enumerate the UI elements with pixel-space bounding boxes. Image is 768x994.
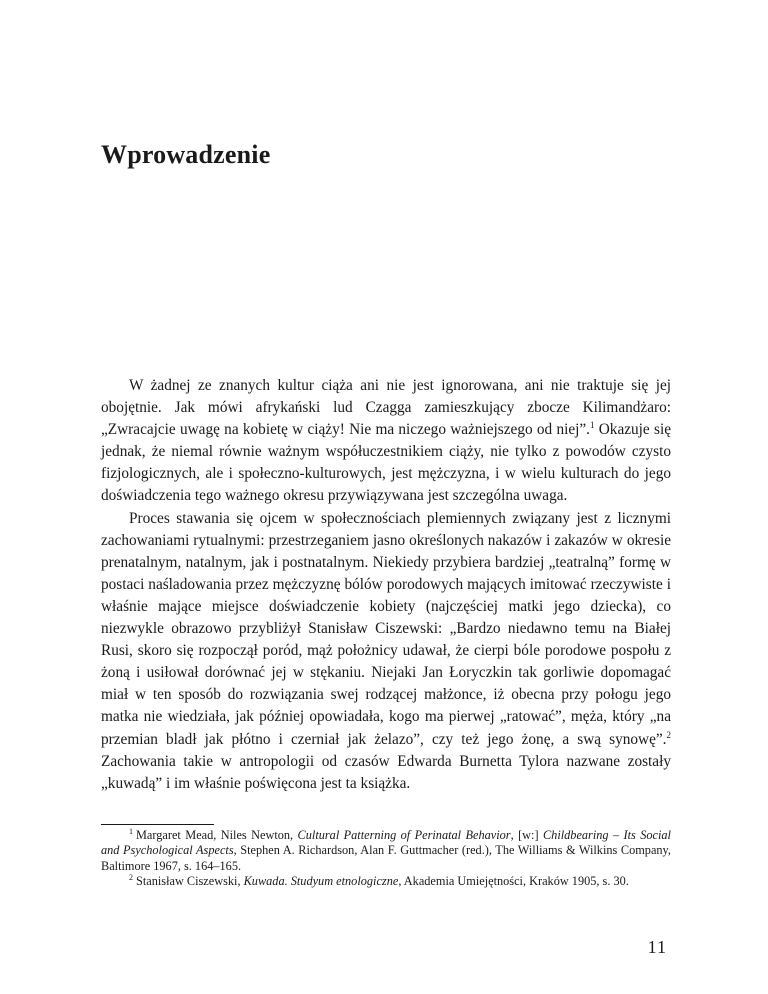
footnote-text: Stanisław Ciszewski, <box>136 874 244 889</box>
footnote-text: , Stephen A. Richardson, Alan F. Guttmacher (red.), The Williams & Wilkins Company, Baltimore 1967, s. 164–165. <box>101 843 671 873</box>
paragraph <box>101 375 671 508</box>
footnotes <box>101 828 671 890</box>
paragraph <box>101 508 671 795</box>
footnote-title: Childbearing – Its Social and Psychological Aspects <box>101 828 671 858</box>
footnote-text: Margaret Mead, Niles Newton, <box>136 828 298 842</box>
paragraph-text: Okazuje się jednak, że niemal równie ważnym współuczestnikiem ciąży, nie tylko z powodów czysto fizjologicznych, ale i społeczno-kulturowych, jest mężczyzna, i w wielu kulturach do jego doświadczenia tego ważnego okresu przywiązywana jest szczególna uwaga. <box>101 421 671 505</box>
main-text <box>101 375 671 795</box>
chapter-title: Wprowadzenie <box>101 140 271 169</box>
footnote-text: , [w:] <box>510 828 543 842</box>
footnote-reference[interactable]: 1 <box>590 420 595 431</box>
footnote-title: Kuwada. Studyum etnologiczne <box>243 874 399 889</box>
footnote <box>101 828 671 874</box>
footnote-divider <box>101 824 214 825</box>
footnote-reference[interactable]: 2 <box>666 729 671 740</box>
paragraph-text: W żadnej ze znanych kultur ciąża ani nie jest ignorowana, ani nie traktuje się jej obojętnie. Jak mówi afrykański lud Czagga zamieszkujący zbocze Kilimandżaro: „Zwracajcie uwagę na kobietę w ciąży! Nie ma niczego ważniejszego od niej”. <box>101 377 671 439</box>
paragraph-text: Zachowania takie w antropologii od czasów Edwarda Burnetta Tylora nazwane zostały „kuwadą” i im właśnie poświęcona jest ta książka. <box>101 752 671 792</box>
footnote-text: , Akademia Umiejętności, Kraków 1905, s. 30. <box>398 874 629 889</box>
paragraph-text: Proces stawania się ojcem w społecznościach plemiennych związany jest z licznymi zachowaniami rytualnymi: przestrzeganiem jasno określonych nakazów i zakazów w okresie prenatalnym, natalnym, jak i postnatalnym. Niekiedy przybiera bardziej „teatralną” formę w postaci naśladowania przez mężczyznę bólów porodowych mających imitować rzeczywiste i właśnie mające miejsce doświadczenie kobiety (najczęściej matki jego dziecka), co niezwykle obrazowo przybliżył Stanisław Ciszewski: „Bardzo niedawno temu na Białej Rusi, skoro się rozpoczął poród, mąż położnicy udawał, że cierpi bóle porodowe pospołu z żoną i usiłował dorównać jej w stękaniu. Niejaki Jan Łoryczkin tak gorliwie dopomagać miał w ten sposób do rozwiązania swej rodzącej małżonce, iż obecna przy połogu jego matka nie wiedziała, jak później opowiadała, kogo ma pierwej „ratować”, męża, który „na przemian bladł jak płótno i czerniał jak żelazo”, czy też jego żonę, a swą synowę”. <box>101 509 671 748</box>
footnote <box>101 874 671 889</box>
footnote-title: Cultural Patterning of Perinatal Behavior <box>297 828 511 842</box>
footnote-number: 2 <box>129 873 133 883</box>
page-number: 11 <box>647 937 667 957</box>
footnote-number: 1 <box>129 826 133 836</box>
